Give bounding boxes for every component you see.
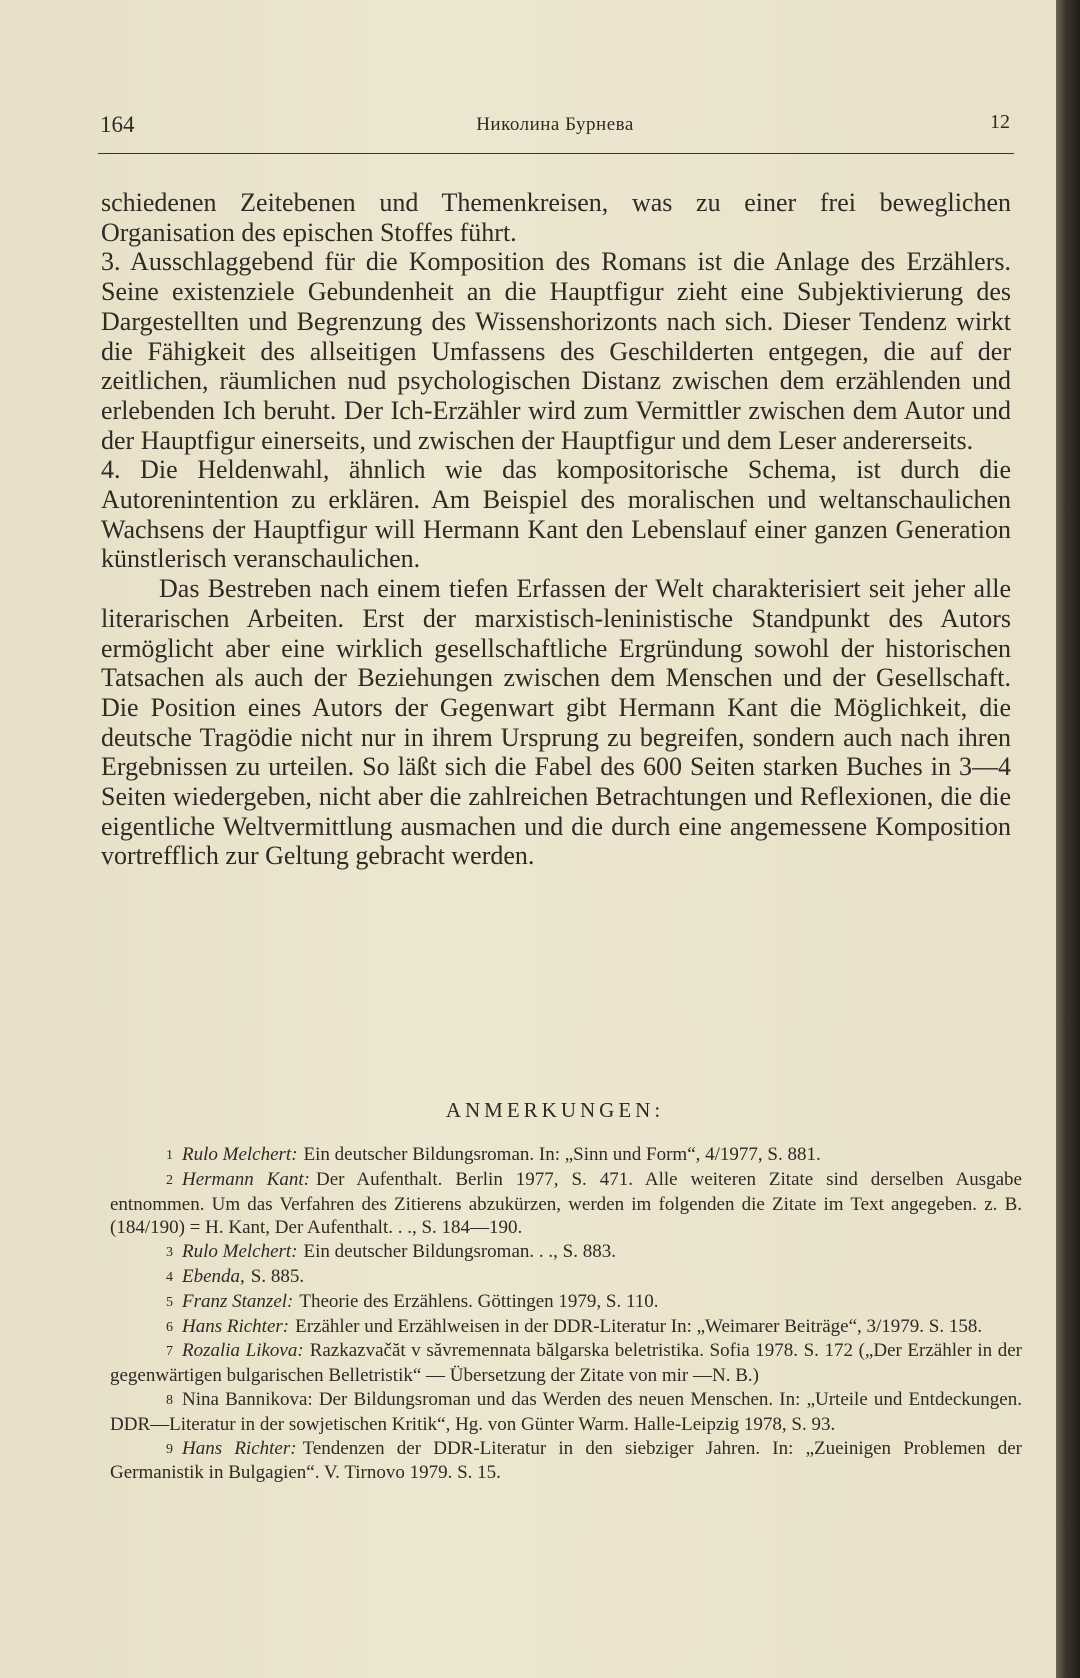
body-paragraph-point-3: 3. Ausschlaggebend für die Komposition des Romans ist die Anlage des Erzählers. Seine existenziele Gebundenheit an die Hauptfigur zieht eine Subjektivierung des Dargestellten und Begrenzung des Wissenshorizonts nach sich. Dieser Tendenz wirkt die Fähigkeit des allseitigen Umfassens des Geschilderten entgegen, die auf der zeitlichen, räumlichen nud psychologischen Distanz zwischen dem erzählenden und erlebenden Ich beruht. Der Ich-Erzähler wird zum Vermittler zwischen dem Autor und der Hauptfigur einerseits, und zwischen der Hauptfigur und dem Leser andererseits.	[101, 247, 1011, 455]
footnote	[110, 1339, 1022, 1388]
footnote	[110, 1290, 1022, 1315]
header-rule	[98, 153, 1014, 154]
body-paragraph-continuation: schiedenen Zeitebenen und Themenkreisen, was zu einer frei beweglichen Organisation des epischen Stoffes führt.	[101, 188, 1011, 247]
footnote-number: 9	[166, 1441, 173, 1457]
footnote	[110, 1168, 1022, 1240]
footnote-author: Ebenda,	[182, 1265, 245, 1287]
footnote-number: 8	[166, 1392, 173, 1408]
footnote-text: S. 885.	[250, 1265, 305, 1287]
footnote-author: Rulo Melchert:	[182, 1241, 298, 1263]
footnote	[110, 1315, 1022, 1340]
footnote	[110, 1437, 1022, 1486]
footnote	[110, 1265, 1022, 1290]
footnote	[110, 1240, 1022, 1265]
footnote-number: 4	[166, 1269, 173, 1285]
footnote-author: Rozalia Likova:	[182, 1340, 304, 1362]
notes-heading: ANMERKUNGEN:	[445, 1098, 665, 1122]
footnote	[110, 1388, 1022, 1437]
footnote-text: Nina Bannikova: Der Bildungsroman und das Werden des neuen Menschen. In: „Urteile und Entdeckungen. DDR—Literatur in der sowjetischen Kritik“, Hg. von Günter Warm. Halle-Leipzig 1978, S. 93.	[110, 1388, 1022, 1435]
body-paragraph-conclusion: Das Bestreben nach einem tiefen Erfassen der Welt charakterisiert seit jeher alle literarischen Arbeiten. Erst der marxistisch-leninistische Standpunkt des Autors ermöglicht aber eine wirklich gesellschaftliche Ergründung sowohl der historischen Tatsachen als auch der Beziehungen zwischen dem Menschen und der Gesellschaft. Die Position eines Autors der Gegenwart gibt Hermann Kant die Möglichkeit, die deutsche Tragödie nicht nur in ihrem Ursprung zu begreifen, sondern auch nach ihren Ergebnissen zu urteilen. So läßt sich die Fabel des 600 Seiten starken Buches in 3—4 Seiten wiedergeben, nicht aber die zahlreichen Betrachtungen und Reflexionen, die die eigentliche Weltvermittlung ausmachen und die durch eine angemessene Komposition vortrefflich zur Geltung gebracht werden.	[101, 574, 1011, 871]
footnote-author: Hans Richter:	[182, 1437, 297, 1459]
footnote-author: Hermann Kant:	[182, 1168, 310, 1190]
footnote-number: 5	[166, 1294, 173, 1310]
footnote-number: 6	[166, 1319, 173, 1335]
footnote-text: Ein deutscher Bildungsroman. . ., S. 883.	[303, 1241, 616, 1263]
footnote-text: Theorie des Erzählens. Göttingen 1979, S. 110.	[299, 1290, 659, 1312]
footnote-text: Razkazvačăt v săvremennata bălgarska beletristika. Sofia 1978. S. 172 („Der Erzähler in der gegenwärtigen bulgarischen Belletristik“ — Übersetzung der Zitate von mir —N. B.)	[110, 1340, 1022, 1387]
book-binding-edge	[1056, 0, 1080, 1678]
body-paragraph-point-4: 4. Die Heldenwahl, ähnlich wie das kompositorische Schema, ist durch die Autorenintention zu erklären. Am Beispiel des moralischen und weltanschaulichen Wachsens der Hauptfigur will Hermann Kant den Lebenslauf einer ganzen Generation künstlerisch veranschaulichen.	[101, 455, 1011, 574]
page-number: 164	[100, 112, 135, 137]
footnote-text: Der Aufenthalt. Berlin 1977, S. 471. Alle weiteren Zitate sind derselben Ausgabe entnommen. Um das Verfahren des Zitierens abzukürzen, werden im folgenden die Zitate im Text angegeben. z. B. (184/190) = H. Kant, Der Aufenthalt. . ., S. 184—190.	[110, 1168, 1022, 1239]
footnote-author: Hans Richter:	[182, 1315, 290, 1337]
footnote-text: Tendenzen der DDR-Literatur in den siebziger Jahren. In: „Zueinigen Problemen der Germanistik in Bulgagien“. V. Tirnovo 1979. S. 15.	[110, 1437, 1023, 1484]
footnote-number: 3	[166, 1245, 173, 1261]
body-text	[101, 188, 1011, 871]
footnote-number: 1	[166, 1148, 173, 1163]
footnote-author: Rulo Melchert:	[182, 1144, 298, 1165]
footnote	[110, 1143, 1022, 1168]
footnote-number: 7	[166, 1344, 173, 1360]
footnotes	[110, 1143, 1022, 1485]
running-title: Николина Бурнева	[476, 114, 634, 135]
footnote-number: 2	[166, 1172, 173, 1188]
footnote-text: Ein deutscher Bildungsroman. In: „Sinn und Form“, 4/1977, S. 881.	[303, 1144, 821, 1165]
page-header	[100, 108, 1010, 148]
footnote-text: Erzähler und Erzählweisen in der DDR-Literatur In: „Weimarer Beiträge“, 3/1979. S. 158.	[295, 1315, 983, 1337]
footnote-author: Franz Stanzel:	[182, 1290, 294, 1312]
signature-mark: 12	[990, 111, 1010, 133]
